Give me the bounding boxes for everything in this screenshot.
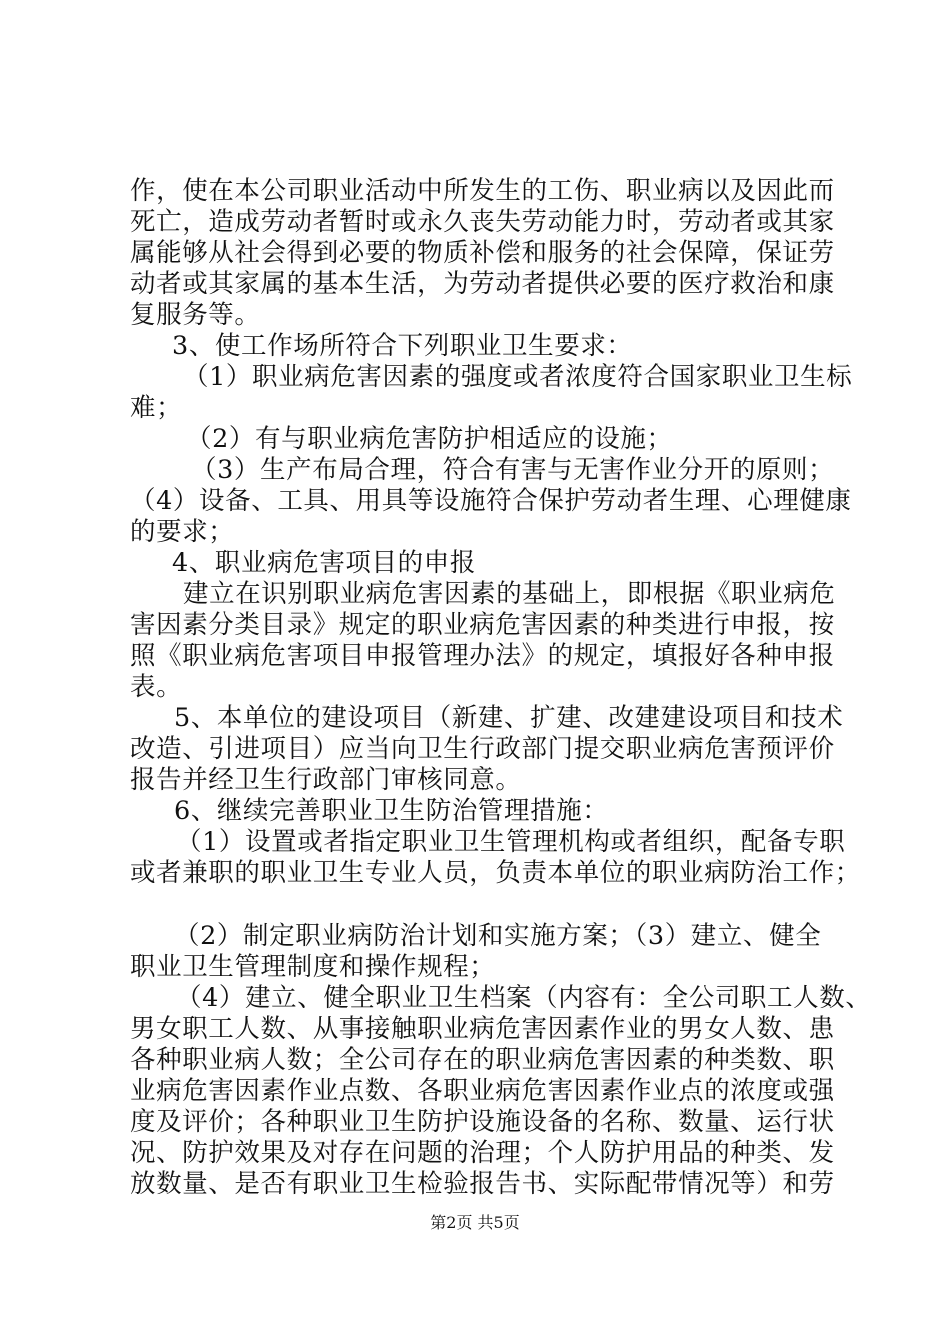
text-line-2: 死亡，造成劳动者暂时或永久丧失劳动能力时，劳动者或其家 [130,207,835,237]
text-line-4: 动者或其家属的基本生活，为劳动者提供必要的医疗救治和康 [130,269,835,299]
text-line-14: 建立在识别职业病危害因素的基础上，即根据《职业病危 [183,579,836,609]
text-line-7: （1）职业病危害因素的强度或者浓度符合国家职业卫生标 [183,362,853,392]
text-line-29: 业病危害因素作业点数、各职业病危害因素作业点的浓度或强 [130,1076,835,1106]
text-line-22: （1）设置或者指定职业卫生管理机构或者组织，配备专职 [176,827,846,857]
section-heading-4: 4、职业病危害项目的申报 [172,548,476,578]
text-line-32: 放数量、是否有职业卫生检验报告书、实际配带情况等）和劳 [130,1169,835,1199]
text-line-19: 改造、引进项目）应当向卫生行政部门提交职业病危害预评价 [130,734,835,764]
text-line-9: （2）有与职业病危害防护相适应的设施； [186,424,673,454]
text-line-16: 照《职业病危害项目申报管理办法》的规定，填报好各种申报 [130,641,835,671]
page-number-footer: 第2页 共5页 [430,1213,520,1232]
text-line-24: （2）制定职业病防治计划和实施方案；（3）建立、健全 [174,921,822,951]
text-line-12: 的要求； [130,517,235,547]
text-line-26: （4）建立、健全职业卫生档案（内容有：全公司职工人数、 [176,983,872,1013]
text-line-15: 害因素分类目录》规定的职业病危害因素的种类进行申报，按 [130,610,835,640]
text-line-1: 作，使在本公司职业活动中所发生的工伤、职业病以及因此而 [130,176,835,206]
text-line-20: 报告并经卫生行政部门审核同意。 [130,765,522,795]
text-line-8: 难； [130,393,183,423]
text-line-3: 属能够从社会得到必要的物质补偿和服务的社会保障，保证劳 [130,238,835,268]
text-line-17: 表。 [130,672,183,702]
section-heading-5: 5、本单位的建设项目（新建、扩建、改建建设项目和技术 [174,703,844,733]
text-line-23: 或者兼职的职业卫生专业人员，负责本单位的职业病防治工作； [130,858,861,888]
text-line-28: 各种职业病人数；全公司存在的职业病危害因素的种类数、职 [130,1045,835,1075]
section-heading-6: 6、继续完善职业卫生防治管理措施： [174,796,609,826]
text-line-11: （4）设备、工具、用具等设施符合保护劳动者生理、心理健康 [130,486,852,516]
text-line-25: 职业卫生管理制度和操作规程； [130,952,496,982]
text-line-27: 男女职工人数、从事接触职业病危害因素作业的男女人数、患 [130,1014,835,1044]
text-line-31: 况、防护效果及对存在问题的治理；个人防护用品的种类、发 [130,1138,835,1168]
text-line-5: 复服务等。 [130,300,261,330]
section-heading-3: 3、使工作场所符合下列职业卫生要求： [172,331,633,361]
text-line-30: 度及评价；各种职业卫生防护设施设备的名称、数量、运行状 [130,1107,835,1137]
text-line-10: （3）生产布局合理，符合有害与无害作业分开的原则； [191,455,835,485]
